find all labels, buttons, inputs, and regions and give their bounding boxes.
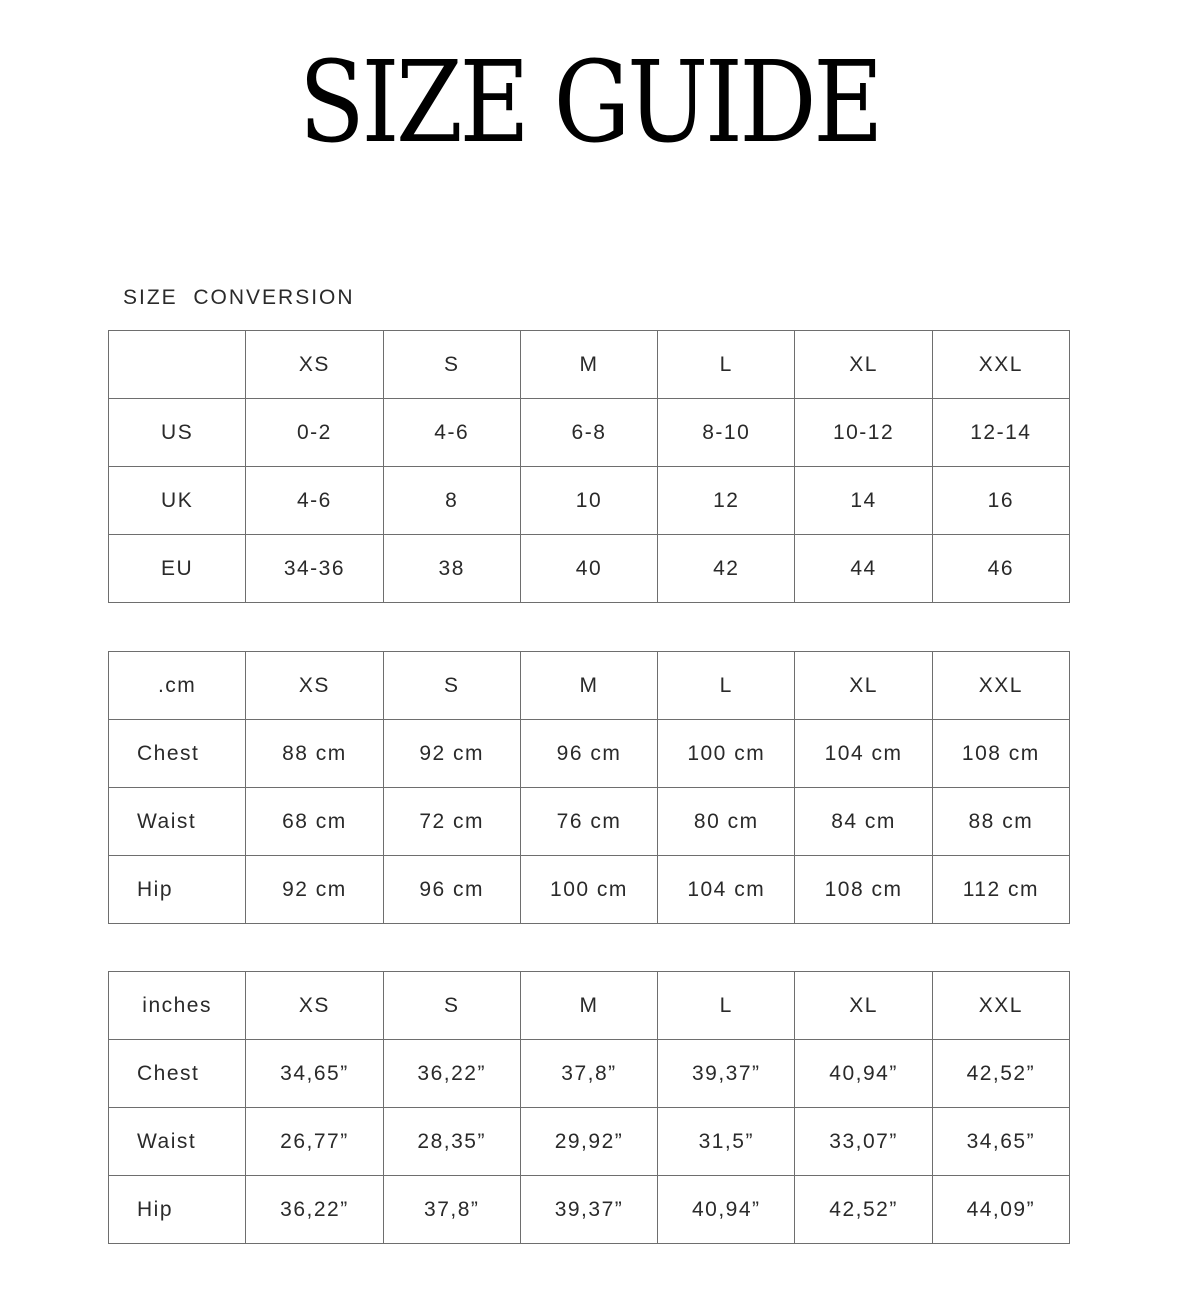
size-conversion-table [108, 330, 1070, 603]
table-cell: 38 [383, 535, 520, 603]
corner-cell [109, 331, 246, 399]
table-cell: 26,77” [246, 1108, 383, 1176]
column-header: XL [795, 331, 932, 399]
column-header: XXL [932, 972, 1069, 1040]
column-header: L [658, 331, 795, 399]
table-cell: 10-12 [795, 399, 932, 467]
header-row [109, 652, 1070, 720]
table-cell: 88 cm [246, 720, 383, 788]
table-cell: 0-2 [246, 399, 383, 467]
column-header: XXL [932, 331, 1069, 399]
column-header: XS [246, 972, 383, 1040]
column-header: M [520, 331, 657, 399]
table-cell: 108 cm [795, 856, 932, 924]
row-label: Hip [109, 1176, 246, 1244]
column-header: L [658, 652, 795, 720]
table-cell: 40,94” [658, 1176, 795, 1244]
table-cell: 39,37” [658, 1040, 795, 1108]
column-header: XL [795, 972, 932, 1040]
column-header: XS [246, 652, 383, 720]
table-cell: 42,52” [932, 1040, 1069, 1108]
table-cell: 34,65” [932, 1108, 1069, 1176]
table-row [109, 399, 1070, 467]
row-label: EU [109, 535, 246, 603]
table-cell: 39,37” [520, 1176, 657, 1244]
header-row [109, 331, 1070, 399]
table-cell: 88 cm [932, 788, 1069, 856]
row-label: Waist [109, 788, 246, 856]
table-cell: 44 [795, 535, 932, 603]
table-cell: 34-36 [246, 535, 383, 603]
page-title: SIZE GUIDE [298, 38, 881, 168]
table-cell: 84 cm [795, 788, 932, 856]
table-cell: 29,92” [520, 1108, 657, 1176]
table-cell: 42 [658, 535, 795, 603]
table-row [109, 1176, 1070, 1244]
table-cell: 100 cm [520, 856, 657, 924]
table-cell: 96 cm [383, 856, 520, 924]
corner-cell: .cm [109, 652, 246, 720]
table-cell: 72 cm [383, 788, 520, 856]
table-cell: 8-10 [658, 399, 795, 467]
column-header: M [520, 652, 657, 720]
row-label: Chest [109, 720, 246, 788]
table-row [109, 467, 1070, 535]
table-cell: 34,65” [246, 1040, 383, 1108]
table-row [109, 856, 1070, 924]
table-cell: 14 [795, 467, 932, 535]
header-row [109, 972, 1070, 1040]
table-cell: 80 cm [658, 788, 795, 856]
table-cell: 36,22” [383, 1040, 520, 1108]
table-cell: 16 [932, 467, 1069, 535]
table-cell: 42,52” [795, 1176, 932, 1244]
corner-cell: inches [109, 972, 246, 1040]
table-cell: 10 [520, 467, 657, 535]
table-cell: 76 cm [520, 788, 657, 856]
column-header: XXL [932, 652, 1069, 720]
table-cell: 6-8 [520, 399, 657, 467]
table-cell: 112 cm [932, 856, 1069, 924]
table-cell: 108 cm [932, 720, 1069, 788]
row-label: Hip [109, 856, 246, 924]
table-cell: 4-6 [246, 467, 383, 535]
table-cell: 40 [520, 535, 657, 603]
row-label: Waist [109, 1108, 246, 1176]
table-cell: 92 cm [246, 856, 383, 924]
inches-measurements-table [108, 971, 1070, 1244]
table-cell: 8 [383, 467, 520, 535]
table-cell: 104 cm [658, 856, 795, 924]
table-cell: 92 cm [383, 720, 520, 788]
column-header: L [658, 972, 795, 1040]
table-row [109, 535, 1070, 603]
table-cell: 46 [932, 535, 1069, 603]
table-cell: 100 cm [658, 720, 795, 788]
table-row [109, 788, 1070, 856]
row-label: UK [109, 467, 246, 535]
table-cell: 12 [658, 467, 795, 535]
column-header: S [383, 972, 520, 1040]
table-cell: 37,8” [520, 1040, 657, 1108]
table-cell: 12-14 [932, 399, 1069, 467]
table-cell: 36,22” [246, 1176, 383, 1244]
cm-measurements-table [108, 651, 1070, 924]
column-header: S [383, 652, 520, 720]
row-label: US [109, 399, 246, 467]
table-cell: 44,09” [932, 1176, 1069, 1244]
table-cell: 33,07” [795, 1108, 932, 1176]
table-cell: 104 cm [795, 720, 932, 788]
column-header: M [520, 972, 657, 1040]
table-cell: 37,8” [383, 1176, 520, 1244]
size-conversion-heading: SIZE CONVERSION [123, 286, 355, 309]
table-row [109, 1108, 1070, 1176]
column-header: XL [795, 652, 932, 720]
table-cell: 96 cm [520, 720, 657, 788]
column-header: XS [246, 331, 383, 399]
column-header: S [383, 331, 520, 399]
table-cell: 68 cm [246, 788, 383, 856]
table-row [109, 1040, 1070, 1108]
row-label: Chest [109, 1040, 246, 1108]
table-cell: 40,94” [795, 1040, 932, 1108]
table-cell: 4-6 [383, 399, 520, 467]
table-cell: 28,35” [383, 1108, 520, 1176]
table-row [109, 720, 1070, 788]
table-cell: 31,5” [658, 1108, 795, 1176]
